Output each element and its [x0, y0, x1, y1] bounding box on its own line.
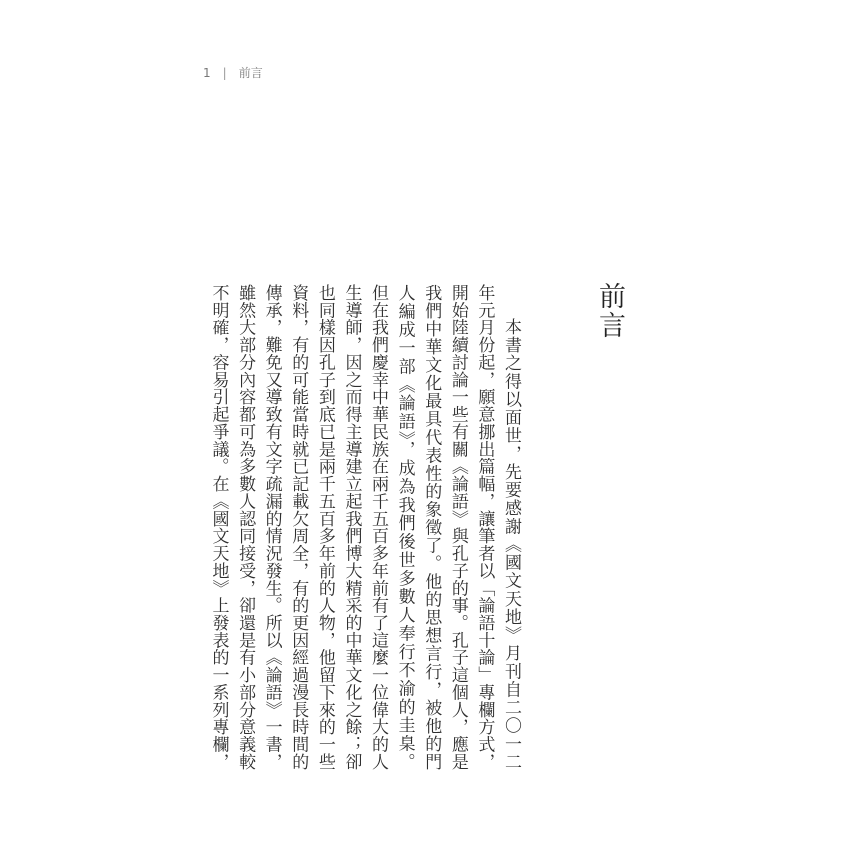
text-column: 也同樣因孔子到底已是兩千五百多年前的人物，他留下來的一些: [314, 284, 335, 770]
text-column: 傳承，難免又導致有文字疏漏的情況發生。所以《論語》一書，: [261, 284, 282, 770]
text-column: 開始陸續討論一些有關《論語》與孔子的事。孔子這個人，應是: [447, 284, 468, 770]
text-column: 資料，有的可能當時就已記載欠周全，有的更因經過漫長時間的: [288, 284, 309, 770]
running-header: [203, 64, 263, 81]
text-column: 雖然大部分內容都可為多數人認同接受，卻還是有小部分意義較: [235, 284, 256, 770]
page-number: 1: [203, 65, 211, 80]
text-column: 年元月份起，願意挪出篇幅，讓筆者以「論語十論」專欄方式，: [474, 284, 495, 770]
text-column: 本書之得以面世，先要感謝《國文天地》月刊自二〇一二: [501, 318, 521, 770]
section-name: 前言: [238, 66, 263, 80]
header-separator: |: [222, 65, 227, 80]
text-column: 但在我們慶幸中華民族在兩千五百多年前有了這麼一位偉大的人: [368, 284, 389, 770]
body-paragraph: [205, 284, 524, 770]
text-column: 我們中華文化最具代表性的象徵了。他的思想言行，被他的門: [421, 284, 442, 770]
text-column: 生導師，因之而得主導建立起我們博大精采的中華文化之餘；卻: [341, 284, 362, 770]
text-column: 不明確，容易引起爭議。在《國文天地》上發表的一系列專欄，: [208, 284, 229, 770]
text-column: 人編成一部《論語》，成為我們後世多數人奉行不渝的圭臬。: [394, 284, 415, 770]
chapter-title: 前言: [594, 282, 625, 340]
